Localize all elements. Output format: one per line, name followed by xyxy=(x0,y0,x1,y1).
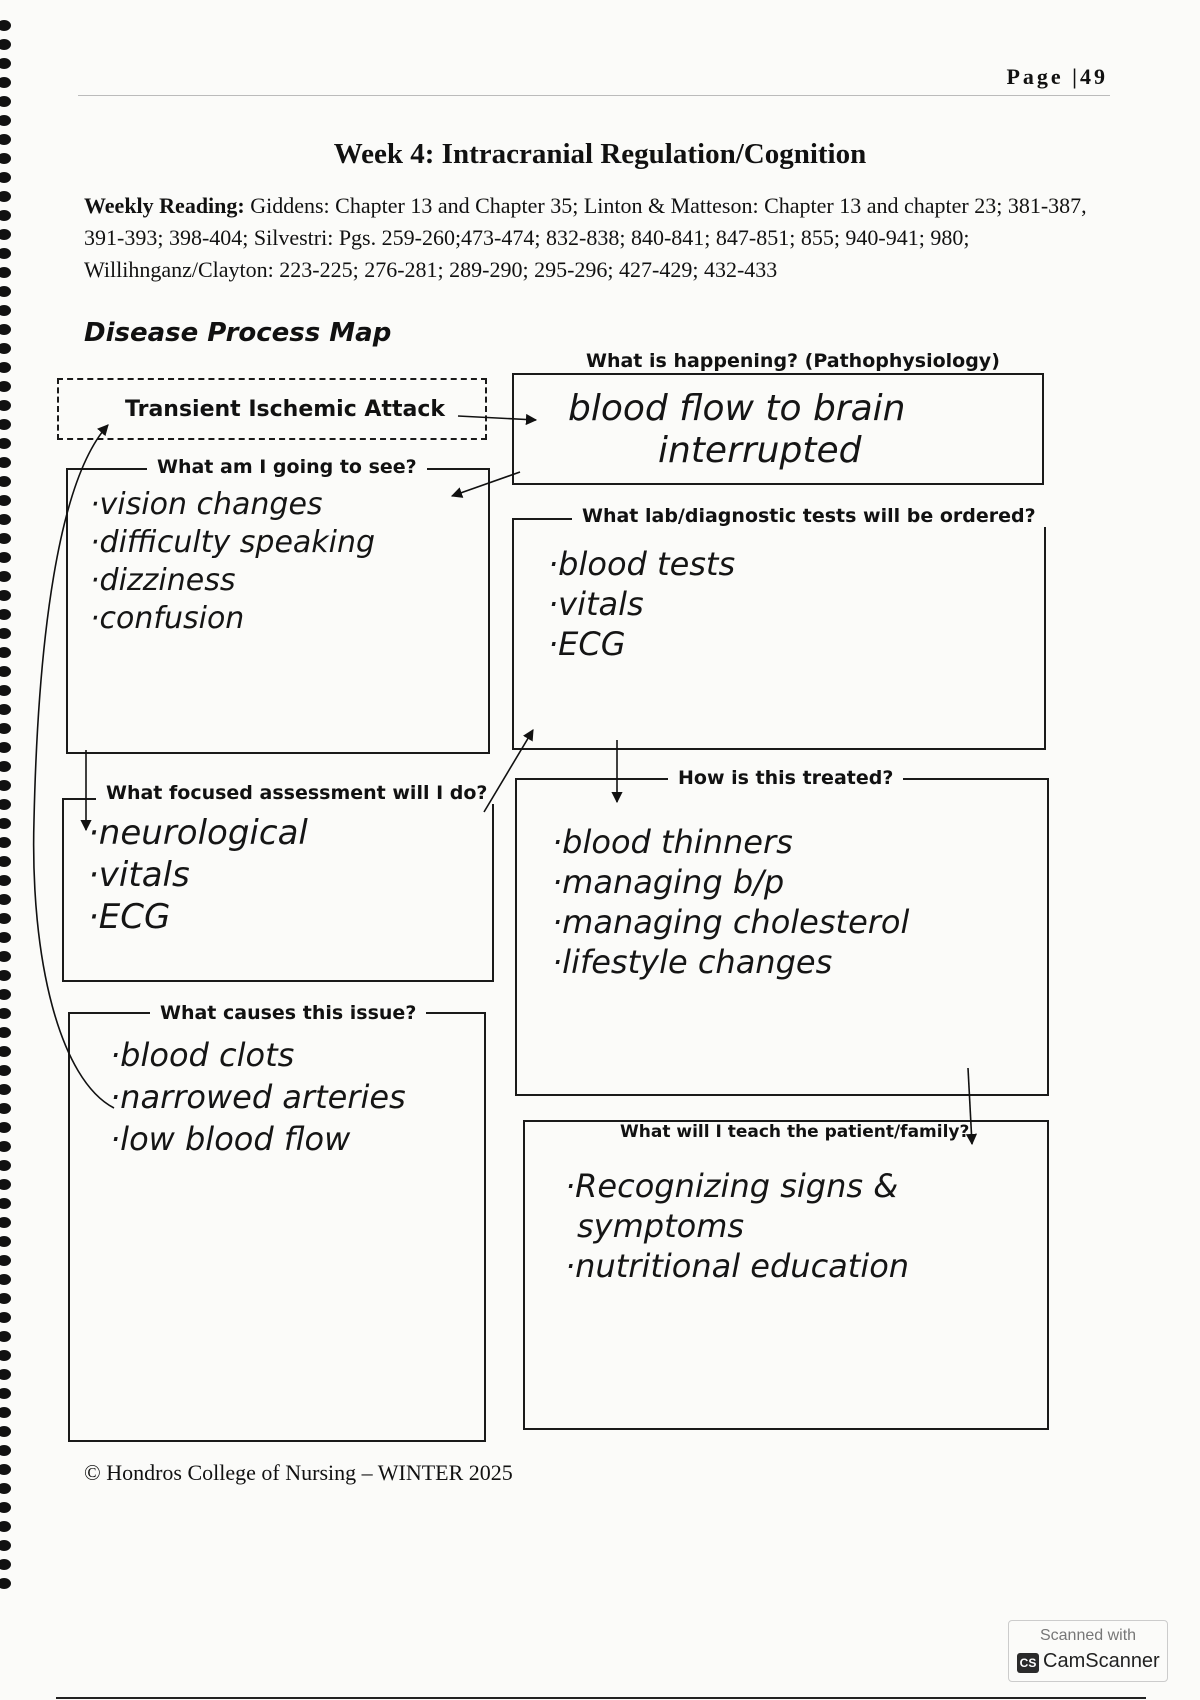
scanner-stamp xyxy=(1008,1620,1168,1682)
assessment-line: ·ECG xyxy=(88,897,171,937)
page-number-value: 49 xyxy=(1080,64,1108,89)
pathophysiology-line: interrupted xyxy=(658,430,862,471)
labs-line: ·blood tests xyxy=(548,545,736,583)
treated-line: ·managing cholesterol xyxy=(552,903,910,941)
teach-line: ·Recognizing signs & xyxy=(565,1167,899,1205)
see-line: ·difficulty speaking xyxy=(90,525,376,560)
arrow-causes-to-disease xyxy=(34,425,114,1108)
arrow-assessment-to-labs xyxy=(484,730,533,812)
assessment-line: ·neurological xyxy=(88,813,308,853)
footer: © Hondros College of Nursing – WINTER 2025 xyxy=(84,1460,513,1485)
labs-line: ·vitals xyxy=(548,585,644,623)
teach-label: What will I teach the patient/family? xyxy=(610,1122,979,1142)
causes-label: What causes this issue? xyxy=(150,1002,426,1024)
see-line: ·confusion xyxy=(90,601,245,636)
week-title: Week 4: Intracranial Regulation/Cognition xyxy=(333,138,867,170)
bottom-rule xyxy=(56,1697,1146,1699)
pathophysiology-label: What is happening? (Pathophysiology) xyxy=(576,350,1010,372)
treated-line: ·managing b/p xyxy=(552,863,785,901)
teach-line: ·nutritional education xyxy=(565,1247,910,1285)
disease-name: Transient Ischemic Attack xyxy=(125,397,445,422)
causes-line: ·low blood flow xyxy=(110,1120,351,1158)
weekly-reading-text: Giddens: Chapter 13 and Chapter 35; Linton & Matteson: Chapter 13 and chapter 23; 381-387, 391-393; 398-404; Silvestri: Pgs. 259-260;473-474; 832-838; 840-841; 847-851; 855; 940-941; 980; Willihnganz/Clayton: 223-225; 276-281; 289-290; 295-296; 427-429; 432-433 xyxy=(84,193,1087,282)
arrow-patho-to-see xyxy=(452,472,520,496)
arrow-disease-to-patho xyxy=(458,416,536,420)
assessment-line: ·vitals xyxy=(88,855,190,895)
labs-line: ·ECG xyxy=(548,625,626,663)
camscanner-logo-icon: CS xyxy=(1017,1653,1039,1673)
see-line: ·dizziness xyxy=(90,563,236,598)
causes-line: ·narrowed arteries xyxy=(110,1078,406,1116)
treated-line: ·blood thinners xyxy=(552,823,793,861)
map-title: Disease Process Map xyxy=(84,318,392,348)
treated-line: ·lifestyle changes xyxy=(552,943,833,981)
pathophysiology-line: blood flow to brain xyxy=(568,388,906,429)
labs-label: What lab/diagnostic tests will be ordered? xyxy=(572,505,1046,527)
see-line: ·vision changes xyxy=(90,487,323,522)
teach-line: symptoms xyxy=(577,1207,745,1245)
treated-label: How is this treated? xyxy=(668,767,903,789)
causes-line: ·blood clots xyxy=(110,1036,295,1074)
weekly-reading-label: Weekly Reading: xyxy=(84,193,245,218)
page-label: Page | xyxy=(1006,64,1080,89)
arrow-treated-to-teach xyxy=(968,1068,972,1144)
scanner-line2: CamScanner xyxy=(1043,1650,1160,1672)
assessment-label: What focused assessment will I do? xyxy=(96,782,497,804)
see-label: What am I going to see? xyxy=(147,456,427,478)
scanner-line1: Scanned with xyxy=(1039,1627,1137,1644)
